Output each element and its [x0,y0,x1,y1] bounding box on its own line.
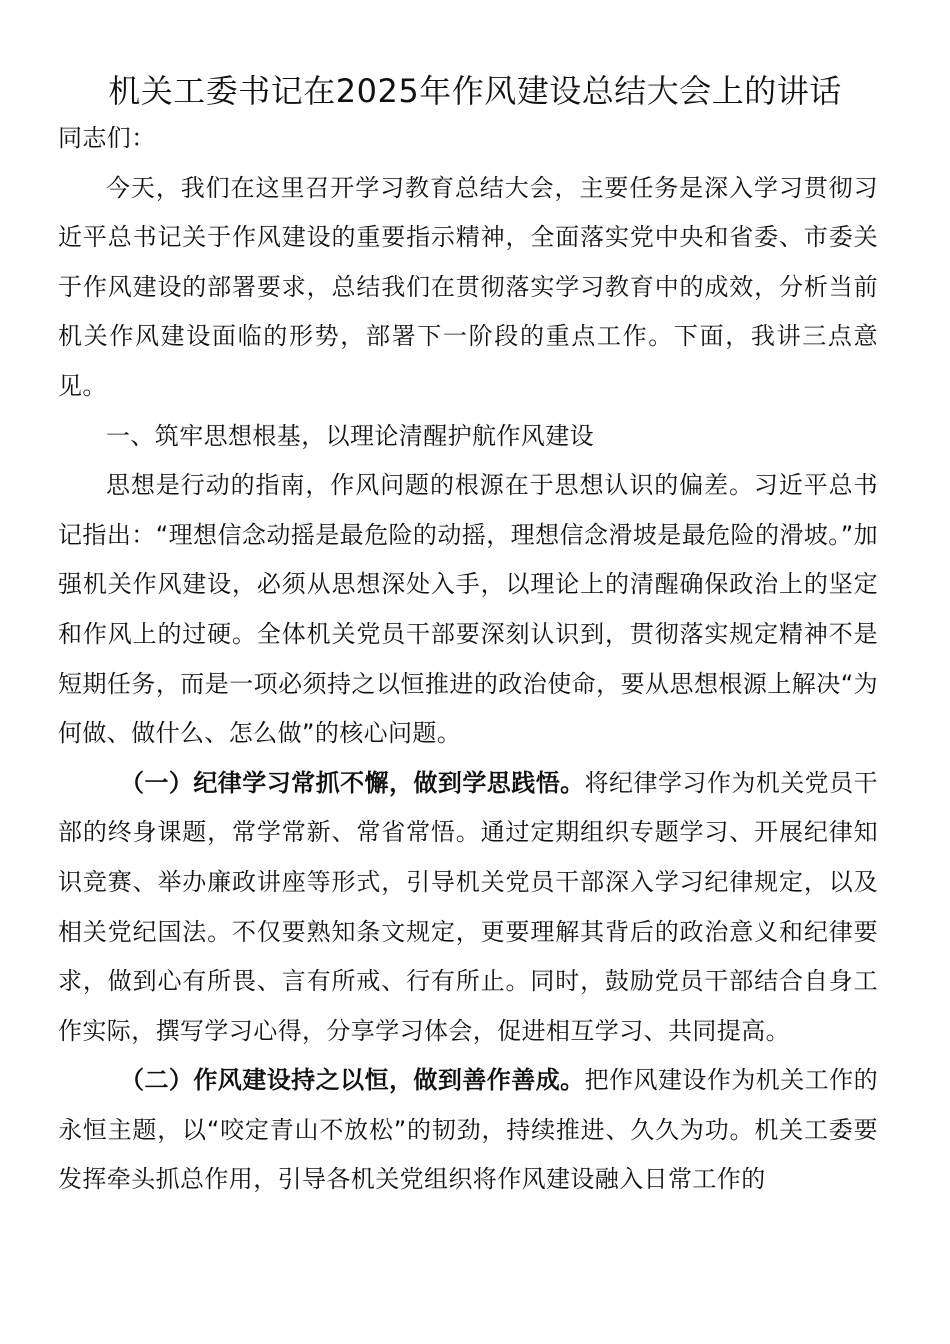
intro-paragraph: 今天，我们在这里召开学习教育总结大会，主要任务是深入学习贯彻习近平总书记关于作风建设的重要指示精神，全面落实党中央和省委、市委关于作风建设的部署要求，总结我们在贯彻落实学习教育中的成效，分析当前机关作风建设面临的形势，部署下一阶段的重点工作。下面，我讲三点意见。 [58,173,878,400]
section-heading-1: 一、筑牢思想根基，以理论清醒护航作风建设 [106,421,594,450]
subsection-1-body: 将纪律学习作为机关党员干部的终身课题，常学常新、常省常悟。通过定期组织专题学习、开展纪律知识竞赛、举办廉政讲座等形式，引导机关党员干部深入学习纪律规定，以及相关党纪国法。不仅要熟知条文规定，更要理解其背后的政治意义和纪律要求，做到心有所畏、言有所戒、行有所止。同时，鼓励党员干部结合自身工作实际，撰写学习心得，分享学习体会，促进相互学习、共同提高。 [58,768,878,1045]
greeting: 同志们： [58,124,156,152]
document-body [58,114,878,1205]
subsection-2-heading: （二）作风建设持之以恒，做到善作善成。 [120,1066,585,1095]
section-1-paragraph: 思想是行动的指南，作风问题的根源在于思想认识的偏差。习近平总书记指出：“理想信念动摇是最危险的动摇，理想信念滑坡是最危险的滑坡。”加强机关作风建设，必须从思想深处入手，以理论上的清醒确保政治上的坚定和作风上的过硬。全体机关党员干部要深刻认识到，贯彻落实规定精神不是短期任务，而是一项必须持之以恒推进的政治使命，要从思想根源上解决“为何做、做什么、怎么做”的核心问题。 [58,471,878,748]
subsection-1-heading: （一）纪律学习常抓不懈，做到学思践悟。 [120,768,585,797]
subsection-2-paragraph [58,1056,878,1205]
subsection-2-body: 把作风建设作为机关工作的永恒主题，以“咬定青山不放松”的韧劲，持续推进、久久为功。机关工委要发挥牵头抓总作用，引导各机关党组织将作风建设融入日常工作的 [58,1066,878,1194]
document-title: 机关工委书记在2025年作风建设总结大会上的讲话 [108,72,842,110]
subsection-1-paragraph [58,759,878,1057]
